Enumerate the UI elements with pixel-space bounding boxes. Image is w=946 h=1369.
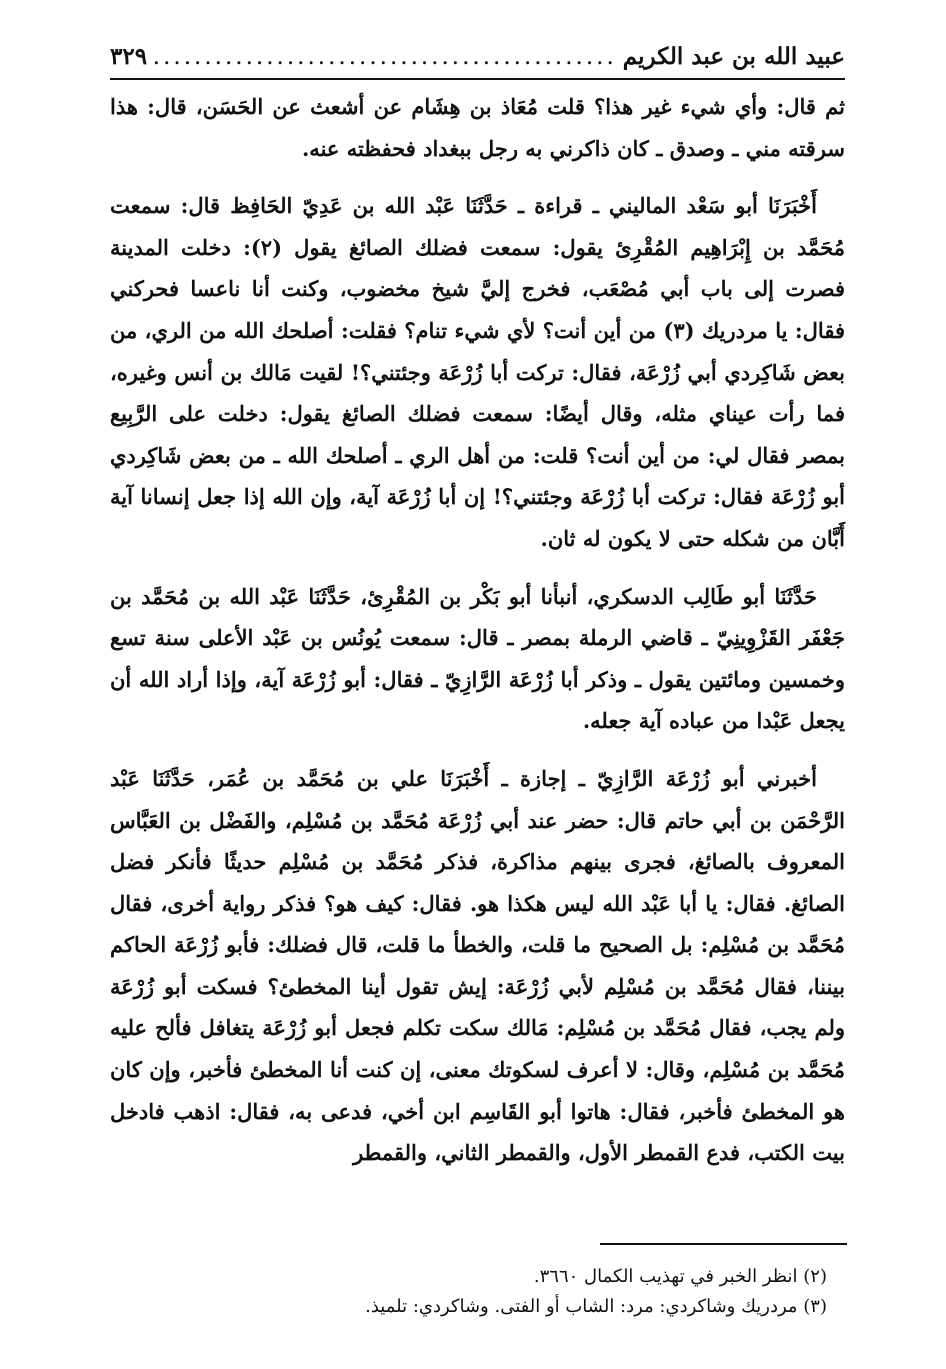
footnote-2: (٢) انظر الخبر في تهذيب الكمال ٣٦٦٠. (533, 1266, 827, 1287)
paragraph-1: ثم قال: وأي شيء غير هذا؟ قلت مُعَاذ بن هِشَام عن أشعث عن الحَسَن، قال: هذا سرقته مني ـ وصدق ـ كان ذاكرني به رجل ببغداد فحفظته عنه. (110, 94, 845, 161)
body-text (110, 86, 845, 1174)
page-header (110, 40, 845, 80)
footnotes (110, 1262, 845, 1322)
book-page (110, 40, 845, 1190)
footnote-3: (٣) مردريك وشاكردي: مرد: الشاب أو الفتى. وشاكردي: تلميذ. (365, 1296, 827, 1317)
paragraph-3: حَدَّثَنَا أبو طَالِب الدسكري، أنبأنا أبو بَكْر بن المُقْرِئ، حَدَّثَنَا عَبْد الله بن مُحَمَّد بن جَعْفَر القَزْوِينِيّ ـ قاضي الرملة بمصر ـ قال: سمعت يُونُس بن عَبْد الأعلى سنة تسع وخمسين ومائتين يقول ـ وذكر أبا زُرْعَة الرَّازِيّ ـ فقال: أبو زُرْعَة آية، وإذا أراد الله أن يجعل عَبْدا من عباده آية جعله. (110, 583, 845, 734)
leader-dots (153, 40, 617, 74)
page-number: ٣٢٩ (110, 43, 148, 70)
running-title: عبيد الله بن عبد الكريم (622, 43, 845, 70)
footnote-divider (600, 1243, 847, 1245)
paragraph-2: أَخْبَرَنَا أبو سَعْد الماليني ـ قراءة ـ حَدَّثَنَا عَبْد الله بن عَدِيّ الحَافِظ قال: سمعت مُحَمَّد بن إِبْرَاهِيم المُقْرِئ يقول: سمعت فضلك الصائغ يقول (٢): دخلت المدينة فصرت إلى باب أبي مُصْعَب، فخرج إليَّ شيخ مخضوب، وكنت أنا ناعسا فحركني فقال: يا مردريك (٣) من أين أنت؟ لأي شيء تنام؟ فقلت: أصلحك الله من الري، من بعض شَاكِردي أبي زُرْعَة، فقال: تركت أبا زُرْعَة وجئتني؟! لقيت مَالك بن أنس وغيره، فما رأت عيناي مثله، وقال أيضًا: سمعت فضلك الصائغ يقول: دخلت على الرَّبِيع بمصر فقال لي: من أين أنت؟ قلت: من أهل الري ـ أصلحك الله ـ من بعض شَاكِردي أبو زُرْعَة فقال: تركت أبا زُرْعَة وجئتني؟! إن أبا زُرْعَة آية، وإن الله إذا جعل إنسانا آية أَبَّان من شكله حتى لا يكون له ثان. (110, 193, 845, 551)
paragraph-4: أخبرني أبو زُرْعَة الرَّازِيّ ـ إجازة ـ أَخْبَرَنَا علي بن مُحَمَّد بن عُمَر، حَدَّثَنَا عَبْد الرَّحْمَن بن أبي حاتم قال: حضر عند أبي زُرْعَة مُحَمَّد بن مُسْلِم، والفَضْل بن العَبَّاس المعروف بالصائغ، فجرى بينهم مذاكرة، فذكر مُحَمَّد بن مُسْلِم حديثًا فأنكر فضل الصائغ. فقال: يا أبا عَبْد الله ليس هكذا هو. فقال: كيف هو؟ فذكر رواية أخرى، فقال مُحَمَّد بن مُسْلِم: بل الصحيح ما قلت، والخطأ ما قلت، قال فضلك: فأبو زُرْعَة الحاكم بيننا، فقال مُحَمَّد بن مُسْلِم لأبي زُرْعَة: إيش تقول أينا المخطئ؟ فسكت أبو زُرْعَة ولم يجب، فقال مُحَمَّد بن مُسْلِم: مَالك سكت تكلم فجعل أبو زُرْعَة يتغافل فألح عليه مُحَمَّد بن مُسْلِم، وقال: لا أعرف لسكوتك معنى، إن كنت أنا المخطئ فأخبر، وإن كان هو المخطئ فأخبر، فقال: هاتوا أبو القَاسِم ابن أخي، فدعى به، فقال: اذهب فادخل بيت الكتب، فدع القمطر الأول، والقمطر الثاني، والقمطر (110, 765, 845, 1166)
